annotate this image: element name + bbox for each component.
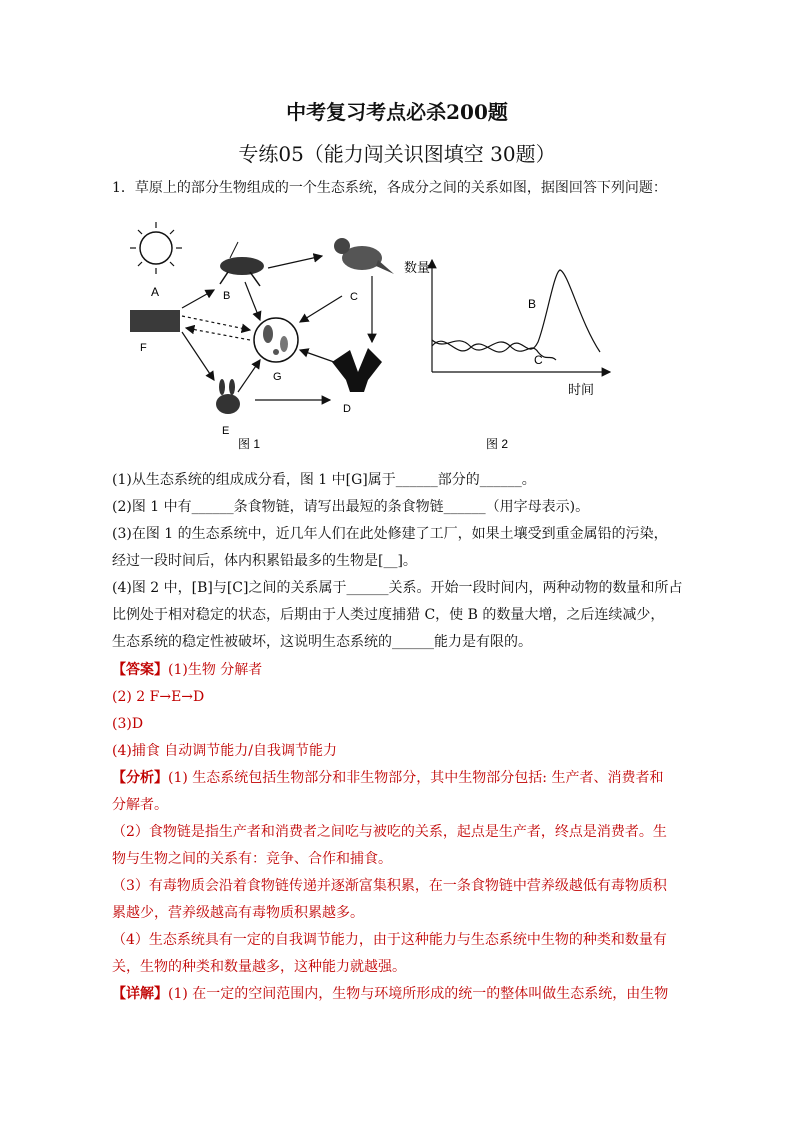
figure1 [130,222,394,451]
label-F: F [140,342,147,354]
label-A: A [151,285,160,299]
analysis-tag: 【分析】 [112,770,168,786]
question-2: (2)图 1 中有______条食物链，请写出最短的条食物链______（用字母表示)。 [112,499,590,515]
answer-4: (4)捕食 自动调节能力/自我调节能力 [112,743,337,759]
x-axis-label: 时间 [568,382,595,397]
analysis-p2-line-1: （2）食物链是指生产者和消费者之间吃与被吃的关系，起点是生产者，终点是消费者。生 [112,824,667,840]
question-4-line-2: 比例处于相对稳定的状态，后期由于人类过度捕猎 C，使 B 的数量大增，之后连续减少， [112,607,665,623]
y-axis-label: 数量 [404,260,431,275]
analysis-p2-line-2: 物与生物之间的关系有：竞争、合作和捕食。 [112,851,392,867]
label-E: E [222,425,230,437]
answer-1: (1)生物 分解者 [168,662,263,678]
series-C-label: C [534,353,543,367]
question-stem: 1．草原上的部分生物组成的一个生态系统，各成分之间的关系如图，据图回答下列问题： [112,180,667,196]
figure2-caption: 图 2 [486,437,509,451]
question-3-line-2: 经过一段时间后，体内积累铅最多的生物是[__]。 [112,553,417,569]
figure-area [110,212,630,462]
label-G: G [273,371,282,383]
grasshopper-icon [220,242,264,286]
figure2 [404,260,610,451]
analysis-p3-line-2: 累越少，营养级越高有毒物质积累越多。 [112,905,364,921]
series-B-line [432,270,600,352]
question-4-line-3: 生态系统的稳定性被破坏，这说明生态系统的______能力是有限的。 [112,634,532,650]
analysis-line-1 [112,768,663,788]
grass-icon [130,310,180,332]
decomposer-icon [254,318,298,362]
analysis-p3-line-1: （3）有毒物质会沿着食物链传递并逐渐富集积累，在一条食物链中营养级越低有毒物质积 [112,878,667,894]
question-4-line-1: (4)图 2 中，[B]与[C]之间的关系属于______关系。开始一段时间内，两种动物的数量和所占 [112,580,683,596]
label-C: C [350,291,358,303]
question-3-line-1: (3)在图 1 的生态系统中，近几年人们在此处修建了工厂，如果土壤受到重金属铅的污染， [112,526,668,542]
analysis-p1-line-2: 分解者。 [112,797,168,813]
page-title: 中考复习考点必杀200题 [286,100,508,124]
sparrow-icon [334,238,394,274]
rabbit-icon [216,379,240,414]
figure1-caption: 图 1 [238,437,261,451]
detail-tag: 【详解】 [112,986,168,1002]
series-B-label: B [528,297,537,311]
answer-2: (2) 2 F→E→D [112,689,205,705]
eagle-icon [332,348,382,392]
analysis-p4-line-1: （4）生态系统具有一定的自我调节能力，由于这种能力与生态系统中生物的种类和数量有 [112,932,667,948]
sun-icon [130,222,182,274]
analysis-p4-line-2: 关，生物的种类和数量越多，这种能力就越强。 [112,959,406,975]
answer-3: (3)D [112,716,144,732]
label-B: B [223,290,231,302]
detail-line-1 [112,984,668,1004]
label-D: D [343,403,351,415]
answer-line-1 [112,660,262,680]
question-1: (1)从生态系统的组成成分看，图 1 中[G]属于______部分的______。 [112,472,536,488]
answer-tag: 【答案】 [112,662,168,678]
detail-text: (1) 在一定的空间范围内，生物与环境所形成的统一的整体叫做生态系统，由生物 [168,986,669,1002]
analysis-p1-line-1: (1) 生态系统包括生物部分和非生物部分，其中生物部分包括: 生产者、消费者和 [168,770,664,786]
dashed-arrows [182,316,250,340]
page-subtitle: 专练05（能力闯关识图填空 30题） [238,142,556,166]
